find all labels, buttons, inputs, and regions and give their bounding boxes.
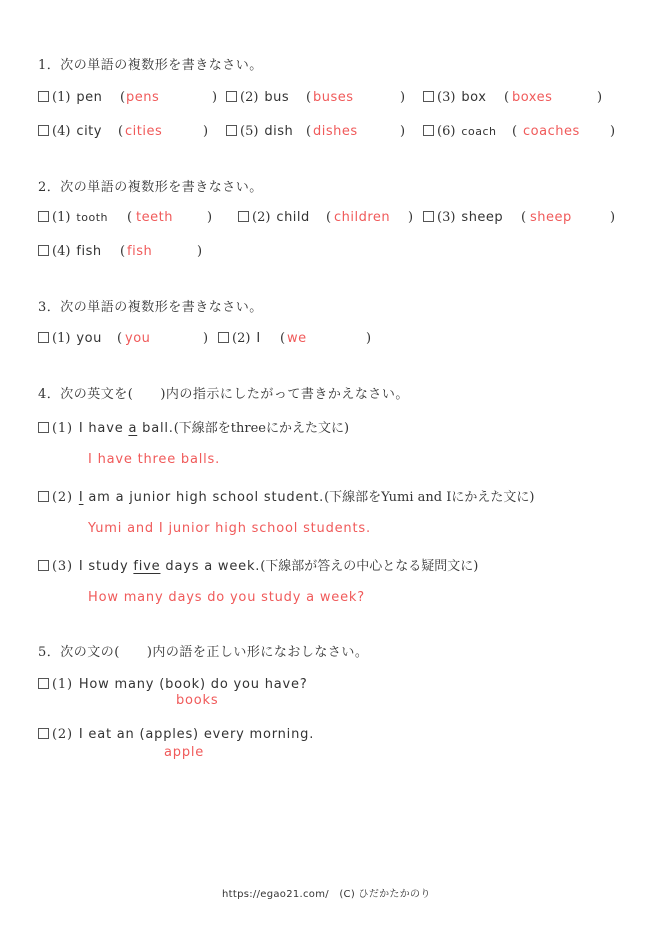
s2-paren-close: ) <box>207 210 213 225</box>
s1-item-4: (4) city <box>38 124 102 139</box>
s4-answer-2: Yumi and I junior high school students. <box>88 521 371 536</box>
checkbox-icon[interactable] <box>38 332 49 343</box>
checkbox-icon[interactable] <box>423 211 434 222</box>
s2-answer-1: teeth <box>136 210 173 225</box>
s1-paren-close: ) <box>610 124 616 139</box>
s2-paren-open: ( <box>326 210 332 225</box>
s4-answer-1: I have three balls. <box>88 452 221 467</box>
s4-question-1: (1) I have a ball.(下線部をthreeにかえた文に) <box>38 417 349 436</box>
s2-paren-open: ( <box>521 210 527 225</box>
s5-answer-1: books <box>176 693 219 708</box>
s4-question-3: (3) I study five days a week.(下線部が答えの中心となる疑問文に) <box>38 555 478 574</box>
checkbox-icon[interactable] <box>38 491 49 502</box>
s1-item-6: (6) coach <box>423 124 496 139</box>
section-4-heading: 4．次の英文を( )内の指示にしたがって書きかえなさい。 <box>38 387 409 402</box>
s1-item-1: (1) pen <box>38 90 102 105</box>
checkbox-icon[interactable] <box>38 245 49 256</box>
section-3-heading: 3．次の単語の複数形を書きなさい。 <box>38 300 263 315</box>
checkbox-icon[interactable] <box>423 91 434 102</box>
checkbox-icon[interactable] <box>38 678 49 689</box>
s1-paren-open: ( <box>118 124 124 139</box>
s4-answer-3: How many days do you study a week? <box>88 590 365 605</box>
s1-item-3: (3) box <box>423 90 486 105</box>
s2-item-1: (1) tooth <box>38 210 108 225</box>
s5-answer-2: apple <box>164 745 205 760</box>
s1-answer-2: buses <box>313 90 354 105</box>
s5-question-2: (2) I eat an (apples) every morning. <box>38 727 314 742</box>
s1-item-2: (2) bus <box>226 90 289 105</box>
s3-item-1: (1) you <box>38 331 102 346</box>
s1-paren-open: ( <box>306 124 312 139</box>
s3-paren-close: ) <box>203 331 209 346</box>
s2-answer-2: children <box>334 210 391 225</box>
s1-paren-open: ( <box>512 124 518 139</box>
s1-answer-6: coaches <box>523 124 580 139</box>
s3-paren-open: ( <box>117 331 123 346</box>
s1-paren-open: ( <box>504 90 510 105</box>
s1-paren-open: ( <box>306 90 312 105</box>
checkbox-icon[interactable] <box>218 332 229 343</box>
s1-answer-4: cities <box>125 124 163 139</box>
footer <box>222 885 431 900</box>
s3-answer-1: you <box>125 331 151 346</box>
s3-paren-close: ) <box>366 331 372 346</box>
s3-answer-2: we <box>287 331 307 346</box>
checkbox-icon[interactable] <box>38 211 49 222</box>
s3-item-2: (2) I <box>218 331 261 346</box>
s1-paren-close: ) <box>597 90 603 105</box>
s2-paren-open: ( <box>127 210 133 225</box>
s1-paren-close: ) <box>400 90 406 105</box>
s1-paren-open: ( <box>120 90 126 105</box>
s2-paren-close: ) <box>197 244 203 259</box>
s2-item-3: (3) sheep <box>423 210 503 225</box>
s2-answer-4: fish <box>127 244 153 259</box>
s1-paren-close: ) <box>203 124 209 139</box>
s2-paren-close: ) <box>610 210 616 225</box>
s2-paren-open: ( <box>120 244 126 259</box>
s4-question-2: (2) I am a junior high school student.(下線部をYumi and Iにかえた文に) <box>38 486 534 505</box>
checkbox-icon[interactable] <box>423 125 434 136</box>
checkbox-icon[interactable] <box>38 91 49 102</box>
checkbox-icon[interactable] <box>38 125 49 136</box>
s1-answer-5: dishes <box>313 124 358 139</box>
checkbox-icon[interactable] <box>226 91 237 102</box>
s1-item-5: (5) dish <box>226 124 293 139</box>
s1-answer-3: boxes <box>512 90 553 105</box>
s3-paren-open: ( <box>280 331 286 346</box>
s2-answer-3: sheep <box>530 210 572 225</box>
footer-url[interactable]: https://egao21.com/ <box>222 889 329 900</box>
checkbox-icon[interactable] <box>38 560 49 571</box>
section-5-heading: 5．次の文の( )内の語を正しい形になおしなさい。 <box>38 645 369 660</box>
footer-credit: (C) ひだかたかのり <box>339 889 431 900</box>
s1-paren-close: ) <box>400 124 406 139</box>
s2-item-2: (2) child <box>238 210 310 225</box>
checkbox-icon[interactable] <box>38 422 49 433</box>
s1-answer-1: pens <box>126 90 160 105</box>
checkbox-icon[interactable] <box>238 211 249 222</box>
s2-item-4: (4) fish <box>38 244 102 259</box>
checkbox-icon[interactable] <box>226 125 237 136</box>
s1-paren-close: ) <box>212 90 218 105</box>
s5-question-1: (1) How many (book) do you have? <box>38 677 308 692</box>
section-2-heading: 2．次の単語の複数形を書きなさい。 <box>38 180 263 195</box>
s2-paren-close: ) <box>408 210 414 225</box>
checkbox-icon[interactable] <box>38 728 49 739</box>
section-1-heading: 1．次の単語の複数形を書きなさい。 <box>38 58 263 73</box>
